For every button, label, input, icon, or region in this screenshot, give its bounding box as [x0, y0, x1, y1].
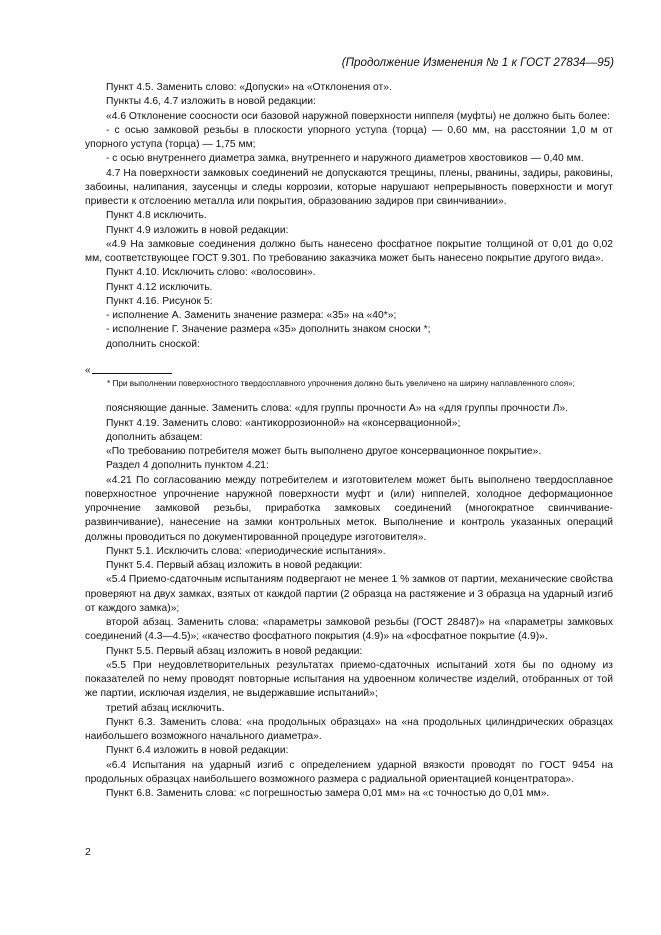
document-body [85, 81, 613, 801]
paragraph: второй абзац. Заменить слова: «параметры замковой резьбы (ГОСТ 28487)» на «параметры замковых соединений (4.3—4.5)»; «качество фосфатного покрытия (4.9)» на «фосфатное покрытие (4.9)». [85, 617, 613, 643]
paragraph: третий абзац исключить. [106, 702, 225, 714]
paragraph: Раздел 4 дополнить пунктом 4.21: [106, 460, 269, 472]
paragraph: Пункты 4.6, 4.7 изложить в новой редакции: [106, 96, 316, 108]
paragraph: Пункт 6.3. Заменить слова: «на продольных образцах» на «на продольных цилиндрических образцах наибольшего возможного начального диаметра». [85, 716, 613, 742]
footnote-text: * При выполнении поверхностного твердосплавного упрочнения должно быть увеличено на ширину наплавленного слоя»; [107, 378, 575, 388]
paragraph: «4.6 Отклонение соосности оси базовой наружной поверхности ниппеля (муфты) не должно быть более: [106, 110, 610, 122]
paragraph: Пункт 5.1. Исключить слова: «периодические испытания». [106, 545, 386, 557]
footnote-rule [85, 364, 613, 378]
paragraph: Пункт 5.5. Первый абзац изложить в новой редакции: [106, 645, 363, 657]
paragraph: поясняющие данные. Заменить слова: «для группы прочности А» на «для группы прочности Л». [106, 403, 569, 415]
amendments-section-1 [85, 81, 613, 352]
paragraph: дополнить сноской: [106, 338, 200, 350]
paragraph: 4.7 На поверхности замковых соединений не допускаются трещины, плены, рванины, задиры, раковины, забоины, налипания, заусенцы и следы коррозии, которые нарушают непрерывность поверхности и могут привести к отслоению металла или покрытия, образованию задиров при свинчивании». [85, 167, 613, 207]
paragraph: Пункт 6.8. Заменить слова: «с погрешностью замера 0,01 мм» на «с точностью до 0,01 мм». [106, 788, 550, 799]
paragraph: «4.9 На замковые соединения должно быть нанесено фосфатное покрытие толщиной от 0,01 до 0,02 мм, соответствующее ГОСТ 9.301. По требованию заказчика может быть нанесено покрытие другого вида». [85, 238, 613, 264]
paragraph: Пункт 4.12 исключить. [106, 281, 213, 293]
paragraph: Пункт 6.4 изложить в новой редакции: [106, 745, 289, 757]
amendments-section-2 [85, 402, 613, 801]
paragraph: - с осью замковой резьбы в плоскости упорного уступа (торца) — 0,60 мм, на расстоянии 1,0 м от упорного уступа (торца) — 1,75 мм; [85, 124, 613, 150]
paragraph: Пункт 4.8 исключить. [106, 210, 207, 222]
paragraph: «5.4 Приемо-сдаточным испытаниям подвергают не менее 1 % замков от партии, механические свойства проверяют на двух замках, взятых от каждой партии (2 образца на растяжение и 3 образца на ударный изгиб от каждого замка)»; [85, 574, 613, 614]
paragraph: «5.5 При неудовлетворительных результатах приемо-сдаточных испытаний хотя бы по одному из показателей по нему проводят повторные испытания на удвоенном количестве изделий, отобранных от той же партии, исключая изделия, не выдержавшие испытаний»; [85, 659, 613, 700]
paragraph: Пункт 4.19. Заменить слово: «антикоррозионной» на «консервационной»; [106, 417, 461, 429]
paragraph: дополнить абзацем: [106, 431, 203, 443]
footnote-separator-line [92, 373, 172, 374]
footnote-open-quote: « [85, 364, 91, 376]
paragraph: Пункт 4.16. Рисунок 5: [106, 295, 213, 307]
paragraph: Пункт 4.9 изложить в новой редакции: [106, 224, 289, 236]
paragraph: «4.21 По согласованию между потребителем и изготовителем может быть выполнено твердосплавное поверхностное упрочнение наружной поверхности муфт и (или) ниппелей, холодное деформационное упрочнение замковой резьбы, приработка замковых соединений (многократное свинчивание-развинчивание), нанесение на замки контрольных меток. Выполнение и контроль указанных операций должны проводиться по документированной процедуре изготовителя». [85, 474, 613, 543]
paragraph: Пункт 4.5. Заменить слово: «Допуски» на «Отклонения от». [106, 82, 392, 93]
footnote-block [85, 364, 613, 391]
page-number: 2 [85, 846, 91, 858]
running-header: (Продолжение Изменения № 1 к ГОСТ 27834—95) [341, 56, 614, 69]
paragraph: «По требованию потребителя может быть выполнено другое консервационное покрытие». [106, 446, 542, 457]
paragraph: Пункт 5.4. Первый абзац изложить в новой редакции: [106, 560, 363, 571]
paragraph: - исполнение А. Заменить значение размера: «35» на «40*»; [106, 310, 397, 321]
paragraph: Пункт 4.10. Исключить слово: «волосовин». [106, 267, 316, 279]
paragraph: - с осью внутреннего диаметра замка, внутреннего и наружного диаметров хвостовиков — 0,40 мм. [106, 153, 584, 165]
paragraph: - исполнение Г. Значение размера «35» дополнить знаком сноски *; [106, 324, 431, 336]
paragraph: «6.4 Испытания на ударный изгиб с определением ударной вязкости проводят по ГОСТ 9454 на продольных образцах наибольшего возможного размера с радиальной ориентацией концентратора». [85, 759, 613, 785]
